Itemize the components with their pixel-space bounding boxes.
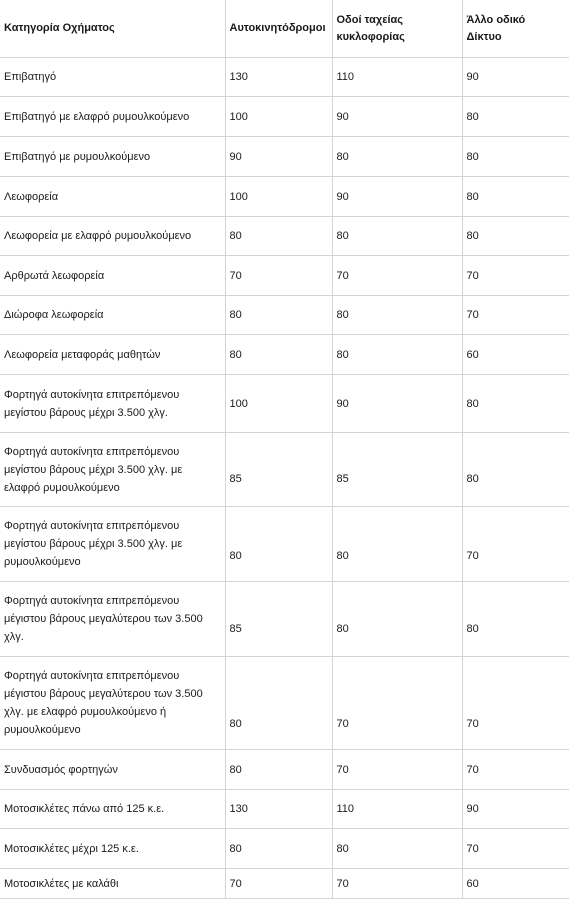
table-row	[0, 790, 569, 829]
cell-category: Διώροφα λεωφορεία	[0, 296, 225, 335]
cell-category: Φορτηγά αυτοκίνητα επιτρεπόμενου μέγιστου βάρους μεγαλύτερου των 3.500 χλγ.	[0, 582, 225, 657]
cell-expressways: 90	[332, 177, 462, 217]
cell-expressways: 110	[332, 790, 462, 829]
cell-motorways: 130	[225, 58, 332, 97]
cell-expressways: 110	[332, 58, 462, 97]
cell-other: 70	[462, 750, 569, 790]
cell-other: 80	[462, 375, 569, 433]
cell-other: 70	[462, 296, 569, 335]
cell-other: 70	[462, 829, 569, 869]
cell-other: 80	[462, 217, 569, 256]
cell-motorways: 80	[225, 829, 332, 869]
cell-other: 70	[462, 657, 569, 750]
cell-category: Επιβατηγό με ρυμουλκούμενο	[0, 137, 225, 177]
cell-other: 80	[462, 433, 569, 507]
cell-motorways: 130	[225, 790, 332, 829]
cell-expressways: 80	[332, 137, 462, 177]
cell-expressways: 70	[332, 869, 462, 899]
cell-other: 80	[462, 137, 569, 177]
table-row	[0, 657, 569, 750]
cell-motorways: 100	[225, 177, 332, 217]
header-motorways: Αυτοκινητόδρομοι	[225, 0, 332, 58]
cell-category: Επιβατηγό με ελαφρό ρυμουλκούμενο	[0, 97, 225, 137]
cell-category: Φορτηγά αυτοκίνητα επιτρεπόμενου μεγίστου βάρους μέχρι 3.500 χλγ. με ρυμουλκούμενο	[0, 507, 225, 582]
table-row	[0, 335, 569, 375]
cell-category: Αρθρωτά λεωφορεία	[0, 256, 225, 296]
table-row	[0, 97, 569, 137]
cell-category: Συνδυασμός φορτηγών	[0, 750, 225, 790]
cell-category: Λεωφορεία	[0, 177, 225, 217]
cell-category: Λεωφορεία με ελαφρό ρυμουλκούμενο	[0, 217, 225, 256]
cell-expressways: 85	[332, 433, 462, 507]
table-row	[0, 217, 569, 256]
table-row	[0, 177, 569, 217]
cell-motorways: 85	[225, 433, 332, 507]
header-other-roads: Άλλο οδικό Δίκτυο	[462, 0, 569, 58]
header-row	[0, 0, 569, 58]
cell-other: 90	[462, 58, 569, 97]
cell-other: 60	[462, 869, 569, 899]
cell-other: 70	[462, 256, 569, 296]
cell-other: 80	[462, 97, 569, 137]
cell-category: Μοτοσικλέτες μέχρι 125 κ.ε.	[0, 829, 225, 869]
cell-expressways: 90	[332, 375, 462, 433]
cell-category: Λεωφορεία μεταφοράς μαθητών	[0, 335, 225, 375]
cell-category: Επιβατηγό	[0, 58, 225, 97]
cell-motorways: 80	[225, 217, 332, 256]
cell-motorways: 70	[225, 869, 332, 899]
table-row	[0, 507, 569, 582]
cell-motorways: 70	[225, 256, 332, 296]
cell-expressways: 70	[332, 657, 462, 750]
cell-category: Φορτηγά αυτοκίνητα επιτρεπόμενου μέγιστου βάρους μεγαλύτερου των 3.500 χλγ. με ελαφρό ρυμουλκούμενο ή ρυμουλκούμενο	[0, 657, 225, 750]
cell-expressways: 80	[332, 829, 462, 869]
cell-motorways: 100	[225, 97, 332, 137]
cell-expressways: 80	[332, 335, 462, 375]
table-row	[0, 137, 569, 177]
cell-other: 70	[462, 507, 569, 582]
cell-expressways: 80	[332, 507, 462, 582]
table-row	[0, 829, 569, 869]
table-row	[0, 375, 569, 433]
table-row	[0, 433, 569, 507]
cell-expressways: 90	[332, 97, 462, 137]
cell-category: Φορτηγά αυτοκίνητα επιτρεπόμενου μεγίστου βάρους μέχρι 3.500 χλγ.	[0, 375, 225, 433]
cell-other: 80	[462, 177, 569, 217]
cell-motorways: 80	[225, 750, 332, 790]
cell-motorways: 85	[225, 582, 332, 657]
table-row	[0, 256, 569, 296]
cell-other: 80	[462, 582, 569, 657]
cell-category: Φορτηγά αυτοκίνητα επιτρεπόμενου μεγίστου βάρους μέχρι 3.500 χλγ. με ελαφρό ρυμουλκούμενο	[0, 433, 225, 507]
table-row	[0, 58, 569, 97]
cell-motorways: 80	[225, 335, 332, 375]
cell-category: Μοτοσικλέτες πάνω από 125 κ.ε.	[0, 790, 225, 829]
cell-motorways: 100	[225, 375, 332, 433]
cell-expressways: 70	[332, 750, 462, 790]
table-row	[0, 750, 569, 790]
cell-other: 60	[462, 335, 569, 375]
table-row	[0, 296, 569, 335]
cell-expressways: 70	[332, 256, 462, 296]
cell-motorways: 80	[225, 507, 332, 582]
header-expressways: Οδοί ταχείας κυκλοφορίας	[332, 0, 462, 58]
cell-other: 90	[462, 790, 569, 829]
cell-expressways: 80	[332, 217, 462, 256]
cell-category: Μοτοσικλέτες με καλάθι	[0, 869, 225, 899]
header-vehicle-category: Κατηγορία Οχήματος	[0, 0, 225, 58]
cell-motorways: 80	[225, 657, 332, 750]
table-row	[0, 869, 569, 899]
cell-expressways: 80	[332, 296, 462, 335]
cell-motorways: 80	[225, 296, 332, 335]
cell-expressways: 80	[332, 582, 462, 657]
table-row	[0, 582, 569, 657]
cell-motorways: 90	[225, 137, 332, 177]
